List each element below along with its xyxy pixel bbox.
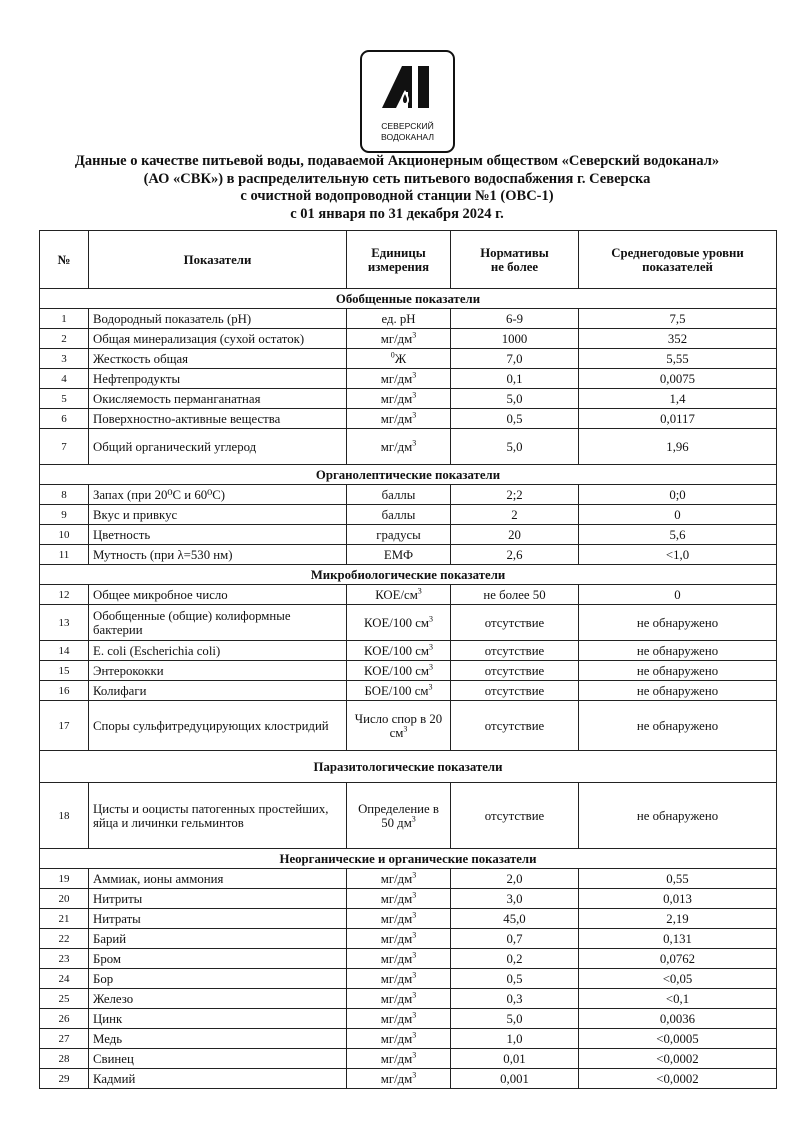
row-number: 9	[40, 505, 89, 525]
unit-text: баллы	[381, 507, 416, 522]
average-value: 0	[579, 585, 777, 605]
table-row	[40, 389, 777, 409]
average-value: <0,1	[579, 989, 777, 1009]
section-header-row	[40, 565, 777, 585]
unit-text: КОЕ/100 см	[363, 663, 429, 678]
average-value: 5,6	[579, 525, 777, 545]
indicator-name: Аммиак, ионы аммония	[89, 869, 347, 889]
norm-value: 1000	[451, 329, 579, 349]
row-number: 23	[40, 949, 89, 969]
indicator-name: Барий	[89, 929, 347, 949]
unit-superscript: 3	[429, 614, 433, 624]
unit-cell	[347, 585, 451, 605]
row-number: 13	[40, 605, 89, 641]
unit-text: мг/дм	[380, 1071, 413, 1086]
table-row	[40, 889, 777, 909]
table-row	[40, 525, 777, 545]
average-value: 0;0	[579, 485, 777, 505]
row-number: 2	[40, 329, 89, 349]
unit-superscript: 3	[412, 970, 417, 980]
norm-value: отсутствие	[451, 661, 579, 681]
table-row	[40, 505, 777, 525]
row-number: 19	[40, 869, 89, 889]
norm-value: 0,5	[451, 409, 579, 429]
norm-value: 5,0	[451, 429, 579, 465]
row-number: 17	[40, 701, 89, 751]
norm-value: отсутствие	[451, 605, 579, 641]
unit-superscript: 3	[429, 642, 433, 652]
row-number: 26	[40, 1009, 89, 1029]
table-row	[40, 681, 777, 701]
average-value: 352	[579, 329, 777, 349]
title-line: с 01 января по 31 декабря 2024 г.	[290, 205, 504, 222]
unit-text: ед. рН	[381, 311, 416, 326]
average-value: 1,96	[579, 429, 777, 465]
logo-text-line1: СЕВЕРСКИЙ	[381, 121, 434, 131]
row-number: 10	[40, 525, 89, 545]
unit-superscript: 3	[417, 586, 422, 596]
header-num: №	[40, 231, 89, 289]
unit-superscript: 3	[412, 370, 417, 380]
norm-value: 7,0	[451, 349, 579, 369]
row-number: 6	[40, 409, 89, 429]
section-title: Неорганические и органические показатели	[40, 849, 777, 869]
header-norm: Нормативы не более	[451, 231, 579, 289]
table-row	[40, 969, 777, 989]
unit-text: мг/дм	[380, 371, 413, 386]
norm-value: 2,6	[451, 545, 579, 565]
row-number: 16	[40, 681, 89, 701]
unit-text: мг/дм	[380, 1051, 413, 1066]
indicator-name: Общий органический углерод	[89, 429, 347, 465]
indicator-name: Водородный показатель (рН)	[89, 309, 347, 329]
unit-superscript: 3	[429, 662, 433, 672]
unit-cell	[347, 409, 451, 429]
norm-value: не более 50	[451, 585, 579, 605]
unit-superscript: 3	[412, 990, 417, 1000]
row-number: 15	[40, 661, 89, 681]
unit-superscript: 3	[412, 870, 417, 880]
table-row	[40, 429, 777, 465]
table-row	[40, 701, 777, 751]
row-number: 22	[40, 929, 89, 949]
table-row	[40, 1009, 777, 1029]
unit-text: мг/дм	[380, 991, 413, 1006]
indicator-name: Общее микробное число	[89, 585, 347, 605]
unit-text: мг/дм	[380, 439, 413, 454]
indicator-name: Колифаги	[89, 681, 347, 701]
average-value: не обнаружено	[579, 783, 777, 849]
unit-cell	[347, 309, 451, 329]
title-line: Данные о качестве питьевой воды, подаваемой Акционерным обществом «Северский водоканал»	[74, 153, 720, 169]
table-header-row	[40, 231, 777, 289]
table-row	[40, 409, 777, 429]
average-value: 0,0762	[579, 949, 777, 969]
norm-value: 3,0	[451, 889, 579, 909]
norm-value: 0,01	[451, 1049, 579, 1069]
norm-value: 0,2	[451, 949, 579, 969]
indicator-name: Цветность	[89, 525, 347, 545]
unit-cell	[347, 929, 451, 949]
table-row	[40, 909, 777, 929]
unit-superscript: 3	[428, 682, 433, 692]
table-row	[40, 989, 777, 1009]
table-row	[40, 329, 777, 349]
unit-text: мг/дм	[380, 391, 413, 406]
average-value: не обнаружено	[579, 701, 777, 751]
unit-text: мг/дм	[380, 871, 413, 886]
norm-value: 2	[451, 505, 579, 525]
table-row	[40, 949, 777, 969]
row-number: 11	[40, 545, 89, 565]
table-row	[40, 1029, 777, 1049]
indicator-name: Общая минерализация (сухой остаток)	[89, 329, 347, 349]
indicator-name: Поверхностно-активные вещества	[89, 409, 347, 429]
unit-cell	[347, 545, 451, 565]
unit-cell	[347, 869, 451, 889]
indicator-name: Нефтепродукты	[89, 369, 347, 389]
unit-text: градусы	[376, 527, 421, 542]
indicator-name: Медь	[89, 1029, 347, 1049]
norm-value: отсутствие	[451, 681, 579, 701]
unit-superscript: 3	[412, 950, 417, 960]
norm-value: 20	[451, 525, 579, 545]
header-avg: Среднегодовые уровни показателей	[579, 231, 777, 289]
section-title: Обобщенные показатели	[40, 289, 777, 309]
average-value: 7,5	[579, 309, 777, 329]
norm-value: 0,7	[451, 929, 579, 949]
unit-cell	[347, 369, 451, 389]
unit-superscript: 3	[412, 1050, 417, 1060]
norm-value: 0,3	[451, 989, 579, 1009]
average-value: 2,19	[579, 909, 777, 929]
unit-text: мг/дм	[380, 1011, 413, 1026]
unit-cell	[347, 349, 451, 369]
unit-superscript: 3	[412, 1030, 417, 1040]
unit-text: мг/дм	[380, 891, 413, 906]
logo-mark-icon	[360, 50, 455, 153]
unit-text: Число спор в 20 см	[354, 711, 443, 740]
average-value: не обнаружено	[579, 605, 777, 641]
norm-value: 5,0	[451, 389, 579, 409]
indicator-name: Обобщенные (общие) колиформные бактерии	[89, 605, 347, 641]
unit-text: ЕМФ	[383, 547, 414, 562]
table-row	[40, 369, 777, 389]
norm-value: 5,0	[451, 1009, 579, 1029]
unit-cell	[347, 1049, 451, 1069]
unit-cell	[347, 889, 451, 909]
indicator-name: Запах (при 20⁰С и 60⁰С)	[89, 485, 347, 505]
unit-text: КОЕ/100 см	[363, 615, 429, 630]
unit-cell	[347, 989, 451, 1009]
section-title: Органолептические показатели	[40, 465, 777, 485]
table-row	[40, 545, 777, 565]
document-title	[20, 153, 774, 223]
indicator-name: Жесткость общая	[89, 349, 347, 369]
norm-value: 0,5	[451, 969, 579, 989]
unit-cell	[347, 485, 451, 505]
row-number: 27	[40, 1029, 89, 1049]
row-number: 7	[40, 429, 89, 465]
row-number: 1	[40, 309, 89, 329]
indicator-name: Мутность (при λ=530 нм)	[89, 545, 347, 565]
unit-cell	[347, 505, 451, 525]
average-value: 0	[579, 505, 777, 525]
table-row	[40, 1049, 777, 1069]
norm-value: 0,001	[451, 1069, 579, 1089]
norm-value: отсутствие	[451, 783, 579, 849]
table-row	[40, 661, 777, 681]
row-number: 8	[40, 485, 89, 505]
table-row	[40, 869, 777, 889]
unit-text: БОЕ/100 см	[364, 683, 429, 698]
row-number: 5	[40, 389, 89, 409]
unit-cell	[347, 389, 451, 409]
water-quality-table	[39, 230, 777, 1089]
title-line: (АО «СВК») в распределительную сеть питьевого водоспабжения г. Северска	[143, 170, 651, 187]
unit-superscript: 3	[411, 814, 416, 824]
unit-text: мг/дм	[380, 411, 413, 426]
unit-superscript: 3	[412, 438, 417, 448]
title-line: с очистной водопроводной станции №1 (ОВС-1)	[240, 188, 554, 204]
unit-cell	[347, 641, 451, 661]
norm-value: отсутствие	[451, 701, 579, 751]
header-unit: Единицы измерения	[347, 231, 451, 289]
company-logo	[360, 50, 455, 153]
table-body	[40, 289, 777, 1089]
indicator-name: Нитриты	[89, 889, 347, 909]
unit-text: Ж	[394, 351, 407, 366]
unit-cell	[347, 1009, 451, 1029]
average-value: 0,013	[579, 889, 777, 909]
unit-text: мг/дм	[380, 331, 413, 346]
row-number: 25	[40, 989, 89, 1009]
unit-text: КОЕ/см	[375, 587, 418, 602]
row-number: 21	[40, 909, 89, 929]
unit-superscript: 3	[412, 1010, 417, 1020]
row-number: 14	[40, 641, 89, 661]
indicator-name: E. coli (Escherichia coli)	[89, 641, 347, 661]
norm-value: 2,0	[451, 869, 579, 889]
average-value: 0,0036	[579, 1009, 777, 1029]
row-number: 18	[40, 783, 89, 849]
table-row	[40, 585, 777, 605]
unit-superscript: 3	[412, 390, 417, 400]
average-value: 0,0117	[579, 409, 777, 429]
norm-value: 6-9	[451, 309, 579, 329]
row-number: 20	[40, 889, 89, 909]
indicator-name: Вкус и привкус	[89, 505, 347, 525]
section-title: Паразитологические показатели	[40, 751, 777, 783]
row-number: 24	[40, 969, 89, 989]
table-row	[40, 349, 777, 369]
unit-cell	[347, 701, 451, 751]
unit-superscript: 3	[412, 1070, 417, 1080]
section-header-row	[40, 849, 777, 869]
indicator-name: Окисляемость перманганатная	[89, 389, 347, 409]
unit-superscript: 3	[412, 330, 417, 340]
indicator-name: Цисты и ооцисты патогенных простейших, яйца и личинки гельминтов	[89, 783, 347, 849]
table-row	[40, 641, 777, 661]
average-value: 1,4	[579, 389, 777, 409]
average-value: 0,0075	[579, 369, 777, 389]
average-value: <1,0	[579, 545, 777, 565]
average-value: <0,0002	[579, 1069, 777, 1089]
indicator-name: Свинец	[89, 1049, 347, 1069]
norm-value: 1,0	[451, 1029, 579, 1049]
average-value: <0,05	[579, 969, 777, 989]
row-number: 12	[40, 585, 89, 605]
norm-value: 0,1	[451, 369, 579, 389]
unit-cell	[347, 783, 451, 849]
unit-cell	[347, 909, 451, 929]
row-number: 3	[40, 349, 89, 369]
unit-prefix-superscript: 0	[390, 350, 395, 360]
unit-superscript: 3	[412, 930, 417, 940]
indicator-name: Железо	[89, 989, 347, 1009]
row-number: 4	[40, 369, 89, 389]
average-value: 5,55	[579, 349, 777, 369]
indicator-name: Нитраты	[89, 909, 347, 929]
header-name: Показатели	[89, 231, 347, 289]
section-header-row	[40, 289, 777, 309]
norm-value: отсутствие	[451, 641, 579, 661]
logo-text-line2: ВОДОКАНАЛ	[381, 132, 434, 142]
norm-value: 45,0	[451, 909, 579, 929]
unit-superscript: 3	[412, 890, 417, 900]
table-row	[40, 929, 777, 949]
unit-cell	[347, 329, 451, 349]
unit-text: КОЕ/100 см	[363, 643, 429, 658]
table-row	[40, 1069, 777, 1089]
indicator-name: Энтерококки	[89, 661, 347, 681]
unit-text: Определение в 50 дм	[358, 801, 439, 830]
average-value: 0,131	[579, 929, 777, 949]
unit-text: мг/дм	[380, 931, 413, 946]
unit-cell	[347, 949, 451, 969]
table-row	[40, 309, 777, 329]
unit-cell	[347, 525, 451, 545]
unit-text: мг/дм	[380, 951, 413, 966]
norm-value: 2;2	[451, 485, 579, 505]
section-title: Микробиологические показатели	[40, 565, 777, 585]
unit-cell	[347, 1029, 451, 1049]
unit-cell	[347, 969, 451, 989]
unit-cell	[347, 681, 451, 701]
average-value: <0,0005	[579, 1029, 777, 1049]
row-number: 29	[40, 1069, 89, 1089]
table-row	[40, 605, 777, 641]
average-value: <0,0002	[579, 1049, 777, 1069]
average-value: 0,55	[579, 869, 777, 889]
average-value: не обнаружено	[579, 681, 777, 701]
indicator-name: Бор	[89, 969, 347, 989]
indicator-name: Бром	[89, 949, 347, 969]
unit-superscript: 3	[412, 910, 417, 920]
unit-cell	[347, 661, 451, 681]
unit-cell	[347, 605, 451, 641]
row-number: 28	[40, 1049, 89, 1069]
unit-text: баллы	[381, 487, 416, 502]
average-value: не обнаружено	[579, 641, 777, 661]
unit-cell	[347, 429, 451, 465]
unit-text: мг/дм	[380, 971, 413, 986]
table-row	[40, 783, 777, 849]
unit-text: мг/дм	[380, 1031, 413, 1046]
unit-cell	[347, 1069, 451, 1089]
indicator-name: Кадмий	[89, 1069, 347, 1089]
table-row	[40, 485, 777, 505]
unit-superscript: 3	[403, 724, 408, 734]
indicator-name: Споры сульфитредуцирующих клостридий	[89, 701, 347, 751]
unit-superscript: 3	[412, 410, 417, 420]
section-header-row	[40, 751, 777, 783]
unit-text: мг/дм	[380, 911, 413, 926]
section-header-row	[40, 465, 777, 485]
average-value: не обнаружено	[579, 661, 777, 681]
indicator-name: Цинк	[89, 1009, 347, 1029]
